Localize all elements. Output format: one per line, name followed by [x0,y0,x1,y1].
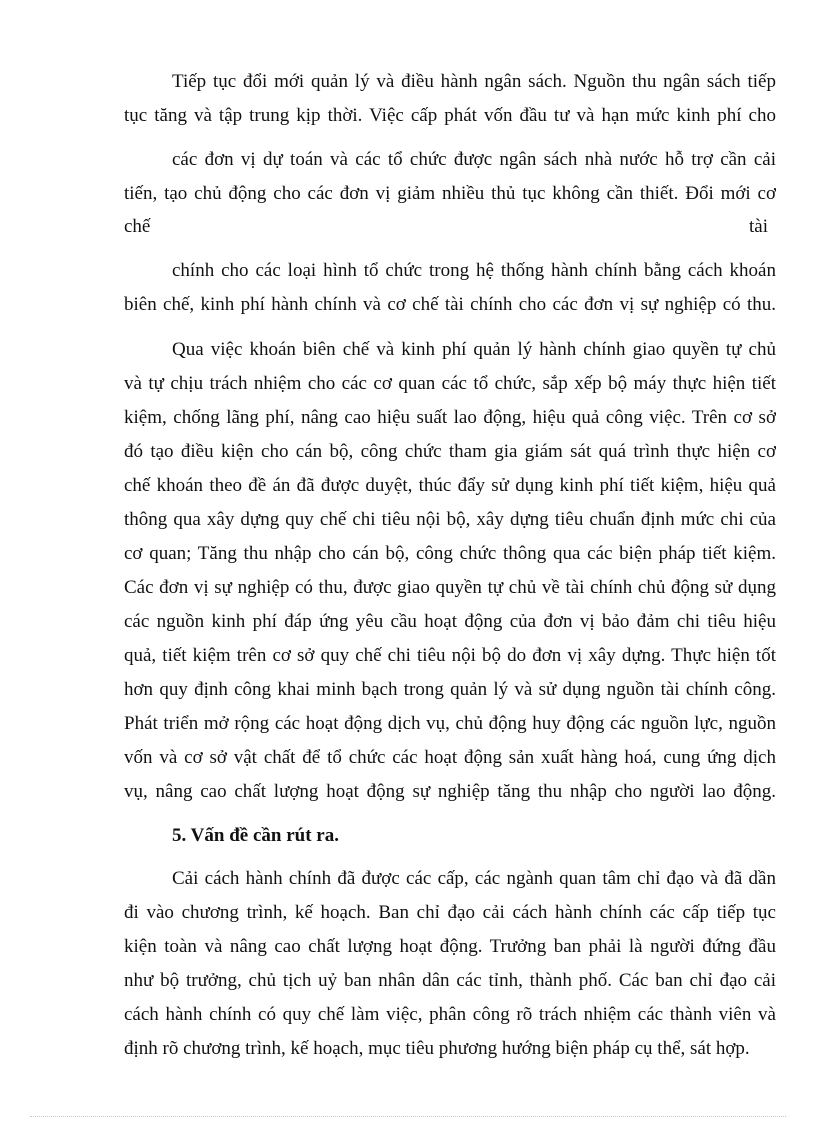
text-line: các nguồn kinh phí đáp ứng yêu cầu hoạt động của đơn vị bảo đảm chi tiêu hiệu [124,611,776,632]
text-line: chính cho các loại hình tổ chức trong hệ thống hành chính bằng cách khoán [172,260,776,281]
text-line: cơ quan; Tăng thu nhập cho cán bộ, công chức thông qua các biện pháp tiết kiệm. [124,543,776,564]
text-line: tiến, tạo chủ động cho các đơn vị giảm nhiều thủ tục không cần thiết. Đổi mới cơ [124,183,776,204]
text-line: Cải cách hành chính đã được các cấp, các ngành quan tâm chỉ đạo và đã dần [172,868,776,889]
text-line: vốn và cơ sở vật chất để tổ chức các hoạt động sản xuất hàng hoá, cung ứng dịch [124,747,776,768]
text-line: chế khoán theo đề án đã được duyệt, thúc đẩy sử dụng kinh phí tiết kiệm, hiệu quả [124,475,776,496]
text-line: cách hành chính có quy chế làm việc, phân công rõ trách nhiệm các thành viên và [124,1004,776,1025]
text-line: định rõ chương trình, kế hoạch, mục tiêu phương hướng biện pháp cụ thể, sát hợp. [124,1038,750,1059]
text-line: các đơn vị dự toán và các tổ chức được ngân sách nhà nước hỗ trợ cần cải [172,149,776,170]
text-line: quả, tiết kiệm trên cơ sở quy chế chi tiêu nội bộ do đơn vị xây dựng. Thực hiện tốt [124,645,776,666]
text-line: đó tạo điều kiện cho cán bộ, công chức tham gia giám sát quá trình thực hiện cơ [124,441,776,462]
text-line: và tự chịu trách nhiệm cho các cơ quan các tổ chức, sắp xếp bộ máy thực hiện tiết [124,373,776,394]
text-line: Tiếp tục đổi mới quản lý và điều hành ngân sách. Nguồn thu ngân sách tiếp [172,71,776,92]
text-line: kiện toàn và nâng cao chất lượng hoạt động. Trưởng ban phải là người đứng đầu [124,936,776,957]
text-line: hơn quy định công khai minh bạch trong quản lý và sử dụng nguồn tài chính công. [124,679,776,700]
text-line: Qua việc khoán biên chế và kinh phí quản lý hành chính giao quyền tự chủ [172,339,776,360]
text-line: như bộ trưởng, chủ tịch uỷ ban nhân dân các tỉnh, thành phố. Các ban chỉ đạo cải [124,970,776,991]
text-line: Phát triển mở rộng các hoạt động dịch vụ, chủ động huy động các nguồn lực, nguồn [124,713,776,734]
text-line: vụ, nâng cao chất lượng hoạt động sự nghiệp tăng thu nhập cho người lao động. [124,781,776,802]
text-line: thông qua xây dựng quy chế chi tiêu nội bộ, xây dựng tiêu chuẩn định mức chi của [124,509,776,530]
text-line: biên chế, kinh phí hành chính và cơ chế tài chính cho các đơn vị sự nghiệp có thu. [124,294,776,315]
text-line-end: tài [749,216,768,237]
text-line: tục tăng và tập trung kịp thời. Việc cấp phát vốn đầu tư và hạn mức kinh phí cho [124,105,776,126]
page-bottom-rule [30,1116,786,1117]
text-line: đi vào chương trình, kế hoạch. Ban chỉ đạo cải cách hành chính các cấp tiếp tục [124,902,776,923]
text-line: kiệm, chống lãng phí, nâng cao hiệu suất lao động, hiệu quả công việc. Trên cơ sở [124,407,776,428]
text-line: Các đơn vị sự nghiệp có thu, được giao quyền tự chủ về tài chính chủ động sử dụng [124,577,776,598]
section-heading: 5. Vấn đề cần rút ra. [172,825,339,846]
text-line-start: chế [124,216,151,237]
